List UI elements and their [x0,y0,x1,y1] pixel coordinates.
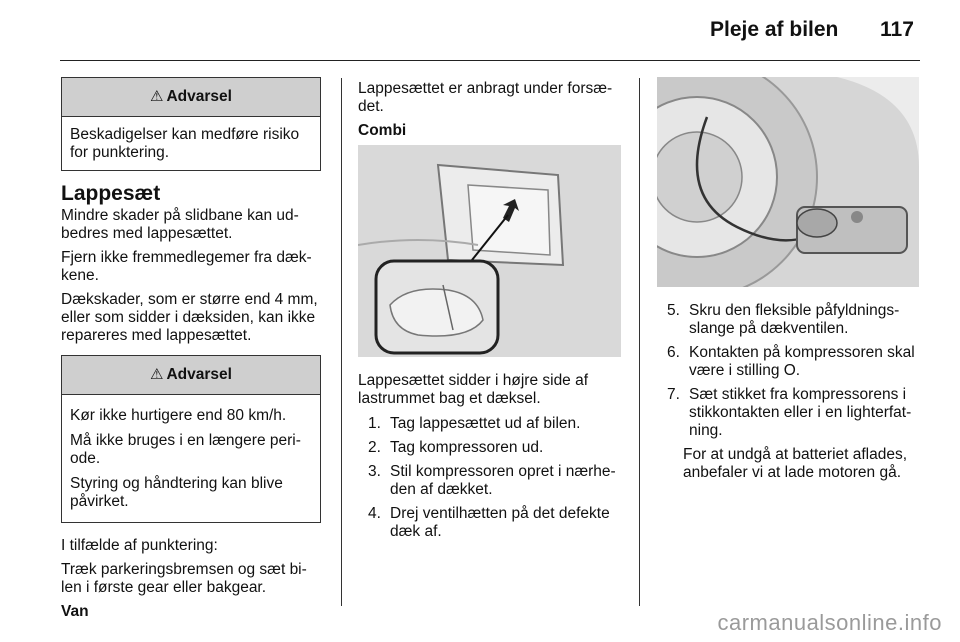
warning-title: Advarsel [166,366,232,383]
list-item [667,302,925,338]
step-number: 4. [368,505,381,522]
step-number: 1. [368,415,381,432]
page-section-title: Pleje af bilen [710,18,839,41]
warning-triangle-icon: ⚠ [150,88,164,105]
illustration-compressor [657,77,919,287]
step-text: Sæt stikket fra kompressorens i stikkontakten eller i en lighterfat-ning. [689,386,912,439]
compressor-tyre-drawing [657,77,919,287]
step-text: Stil kompressoren opret i nærhe-den af dækket. [390,463,616,498]
warning-box-1 [61,77,321,171]
step-number: 6. [667,344,680,361]
list-item [368,439,624,457]
list-item [368,463,624,499]
list-item [667,386,925,440]
warning-text: Kør ikke hurtigere end 80 km/h. [70,407,287,424]
paragraph: I tilfælde af punktering: [61,537,218,554]
warning-text: Må ikke bruges i en længere peri-ode. [70,432,301,467]
cargo-compartment-drawing [358,145,621,357]
step-text: Skru den fleksible påfyldnings-slange på dækventilen. [689,302,900,337]
list-item [368,415,624,433]
step-text: Tag kompressoren ud. [390,439,544,456]
subheading-van: Van [61,603,89,620]
warning-text: Beskadigelser kan medføre risiko for punktering. [70,126,300,161]
step-number: 5. [667,302,680,319]
step-number: 7. [667,386,680,403]
warning-title: Advarsel [166,88,232,105]
paragraph: Lappesættet sidder i højre side af lastrummet bag et dæksel. [358,372,589,407]
list-item [667,344,925,380]
column-3 [667,302,925,488]
step-number: 3. [368,463,381,480]
warning-triangle-icon: ⚠ [150,366,164,383]
step-text: Drej ventilhætten på det defekte dæk af. [390,505,610,540]
steps-list-2 [667,302,925,440]
warning-text: Styring og håndtering kan blive påvirket. [70,475,283,510]
note-text: For at undgå at batteriet aflades, anbefaler vi at lade motoren gå. [683,446,908,481]
column-2 [358,80,624,146]
warning-box-header [62,356,320,395]
warning-box-header [62,78,320,117]
step-number: 2. [368,439,381,456]
step-text: Tag lappesættet ud af bilen. [390,415,581,432]
paragraph: Dækskader, som er større end 4 mm, eller som sidder i dæksiden, kan ikke repareres med lappesættet. [61,291,318,344]
section-heading: Lappesæt [61,182,161,205]
header-divider [60,60,920,61]
step-text: Kontakten på kompressoren skal være i stilling O. [689,344,915,379]
list-item [368,505,624,541]
paragraph: Mindre skader på slidbane kan ud-bedres med lappesættet. [61,207,299,242]
paragraph: Fjern ikke fremmedlegemer fra dæk-kene. [61,249,312,284]
watermark: carmanualsonline.info [717,610,942,635]
paragraph: Lappesættet er anbragt under forsæ-det. [358,80,613,115]
column-1 [61,77,323,627]
column-divider-2 [639,78,640,606]
page-number: 117 [880,18,914,41]
paragraph: Træk parkeringsbremsen og sæt bi-len i første gear eller bakgear. [61,561,307,596]
column-divider-1 [341,78,342,606]
illustration-combi-storage [358,145,621,357]
steps-list-1 [358,415,624,541]
subheading-combi: Combi [358,122,407,139]
warning-box-2 [61,355,321,523]
column-2-lower [358,372,624,547]
